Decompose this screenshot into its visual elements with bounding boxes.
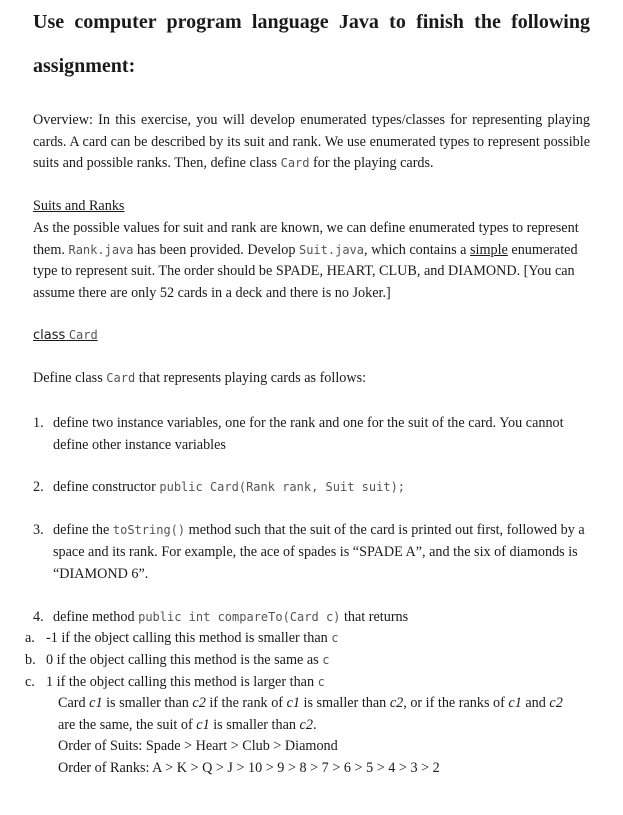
list-item-text-end: method such that the suit of the card is printed out first, followed by a space and its rank. For example, the ace of spades is “SPADE A”, and the six of diamonds is “DIAMOND 6”.: [53, 522, 585, 582]
sub-list-item: [25, 672, 555, 694]
rule-text: Card: [58, 695, 90, 711]
order-of-ranks: Order of Ranks: A > K > Q > J > 10 > 9 > 8 > 7 > 6 > 5 > 4 > 3 > 2: [58, 760, 440, 776]
rule-text: are the same, the suit of: [58, 716, 197, 733]
sub-item-code: c: [322, 653, 330, 667]
list-item-number: 2.: [33, 479, 44, 495]
tostring-code: toString(): [112, 523, 186, 537]
sub-item-text: 1 if the object calling this method is larger than: [46, 674, 318, 690]
rule-text: if the rank of: [205, 695, 287, 711]
overview-text: Overview: In this exercise, you will develop enumerated types/classes for representing playing cards. A card can be described by its suit and rank. We use enumerated types to represent possible suits and possible ranks. Then, define class: [33, 112, 590, 171]
class-word: class: [33, 328, 66, 343]
assignment-title-line2: assignment:: [33, 55, 136, 77]
class-card-heading-code: Card: [68, 328, 98, 342]
sub-item-code: c: [331, 631, 339, 645]
overview-paragraph: [33, 110, 590, 175]
order-of-suits: Order of Suits: Spade > Heart > Club > Diamond: [58, 738, 338, 754]
rule-var: c1: [89, 695, 103, 711]
sub-list-item: [25, 650, 555, 672]
class-card-heading: [33, 325, 590, 347]
rule-var: c1: [508, 695, 522, 711]
suit-java-code: Suit.java: [298, 242, 365, 257]
rule-text: is smaller than: [102, 695, 193, 711]
overview-code-card: Card: [280, 156, 310, 170]
rule-text: , or if the ranks of: [403, 695, 509, 711]
suits-ranks-paragraph: [33, 218, 590, 304]
sub-item-letter: a.: [25, 630, 35, 646]
list-item-body: [53, 519, 593, 585]
list-item-body: [53, 476, 593, 498]
suits-ranks-heading: [33, 196, 590, 218]
list-item-number: 1.: [33, 415, 44, 431]
rule-text: is smaller than: [299, 695, 390, 711]
suits-ranks-text-1: As the possible values for suit and rank are known, we can define enumerated types to represent them.: [33, 220, 579, 258]
constructor-code: public Card(Rank rank, Suit suit);: [159, 480, 406, 494]
simple-word: simple: [470, 241, 508, 258]
list-item-number: 3.: [33, 522, 44, 538]
rule-var: c2: [192, 695, 206, 711]
list-item-body: [53, 606, 593, 628]
list-item-number: 4.: [33, 609, 44, 625]
rank-java-code: Rank.java: [68, 242, 134, 257]
rule-var: c2: [389, 695, 404, 711]
overview-text-end: for the playing cards.: [309, 155, 434, 171]
rule-var: c2: [299, 716, 313, 733]
list-item-text: define method: [53, 609, 139, 625]
intro-text: Define class: [33, 370, 107, 386]
sub-item-text: 0 if the object calling this method is the same as: [46, 652, 323, 668]
compare-rule: [58, 693, 578, 737]
suits-ranks-text-2: has been provided. Develop: [133, 241, 299, 258]
sub-list-item: [25, 628, 555, 650]
list-item-text: define constructor: [53, 479, 160, 495]
suits-ranks-text-4: enumerated type to represent suit. The order should be SPADE, HEART, CLUB, and DIAMOND. [You can assume there are only 52 cards in a deck and there is no Joker.]: [33, 241, 578, 301]
suits-ranks-text-3: , which contains a: [364, 241, 470, 258]
sub-item-letter: b.: [25, 652, 36, 668]
sub-item-code: c: [317, 675, 325, 689]
list-item-text: define two instance variables, one for the rank and one for the suit of the card. You cannot define other instance variables: [53, 415, 564, 453]
intro-code-card: Card: [106, 371, 136, 385]
list-item-text: define the: [53, 522, 113, 538]
rule-var: c1: [286, 695, 300, 711]
rule-text: .: [312, 716, 317, 733]
rule-text: and: [521, 695, 550, 711]
rule-var: c1: [196, 716, 210, 733]
compareto-code: public int compareTo(Card c): [138, 610, 341, 624]
intro-text-end: that represents playing cards as follows:: [135, 370, 367, 386]
suits-ranks-heading-text: Suits and Ranks: [33, 198, 125, 214]
class-card-intro: [33, 368, 590, 390]
rule-var: c2: [549, 695, 563, 711]
list-item-text-end: that returns: [340, 609, 409, 625]
sub-item-letter: c.: [25, 674, 35, 690]
assignment-title-line1: Use computer program language Java to finish the following: [33, 11, 590, 33]
sub-item-text: -1 if the object calling this method is smaller than: [46, 630, 332, 646]
rule-text: is smaller than: [209, 716, 300, 733]
